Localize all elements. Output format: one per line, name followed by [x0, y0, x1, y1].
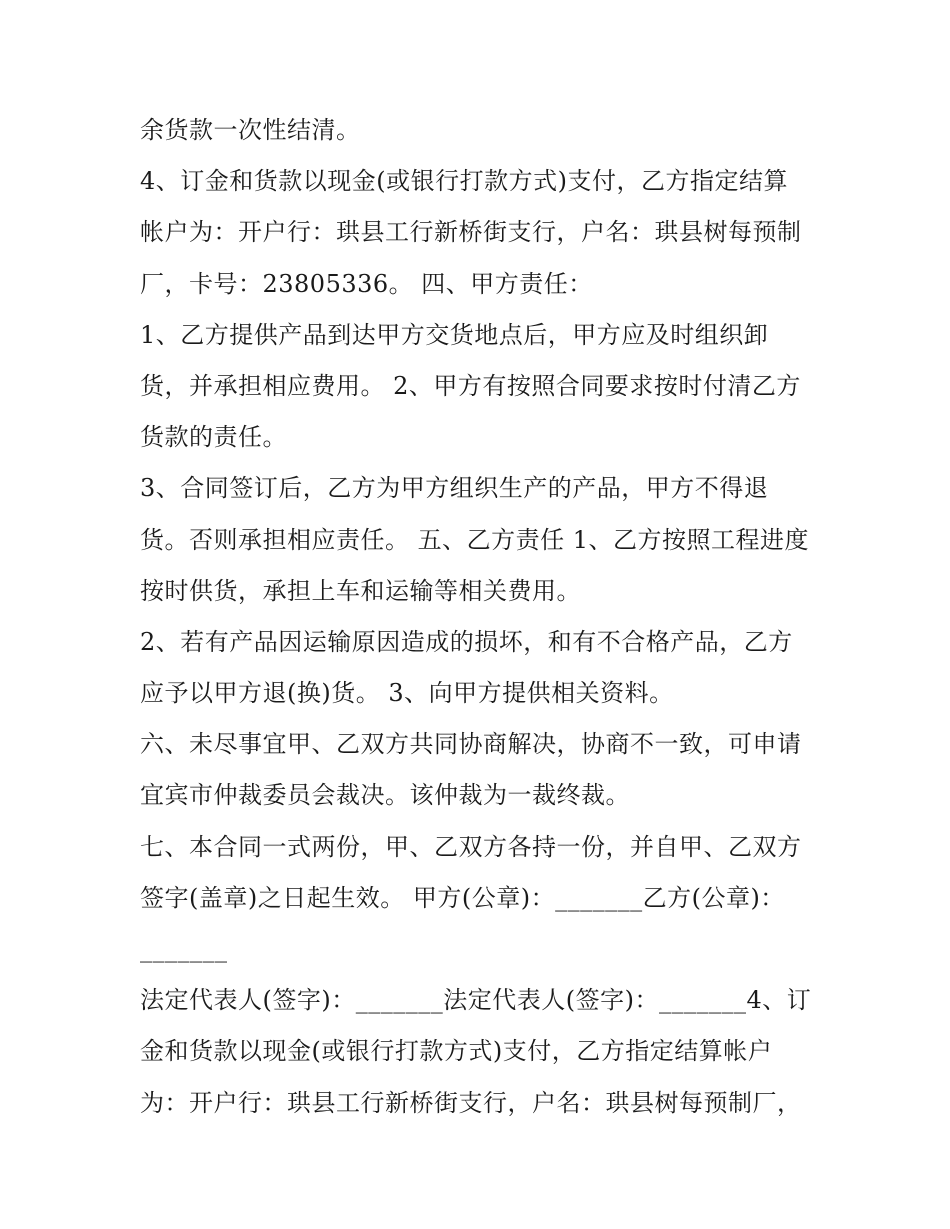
- text-line: 为：开户行：珙县工行新桥街支行，户名：珙县树每预制厂，: [140, 1088, 802, 1117]
- text-line: 法定代表人(签字)：_______法定代表人(签字)：_______4、订: [140, 986, 812, 1015]
- contract-text: [140, 105, 830, 1129]
- text-line: 金和货款以现金(或银行打款方式)支付，乙方指定结算帐户: [140, 1037, 773, 1066]
- text-line: 4、订金和货款以现金(或银行打款方式)支付，乙方指定结算: [140, 167, 788, 196]
- text-line: 七、本合同一式两份，甲、乙双方各持一份，并自甲、乙双方: [140, 832, 802, 861]
- text-line: 3、合同签订后，乙方为甲方组织生产的产品，甲方不得退: [140, 474, 769, 503]
- text-line: 签字(盖章)之日起生效。 甲方(公章)：_______乙方(公章)：: [140, 883, 785, 912]
- text-line: 帐户为：开户行：珙县工行新桥街支行，户名：珙县树每预制: [140, 218, 802, 247]
- text-line: 余货款一次性结清。: [140, 116, 361, 144]
- text-line: 1、乙方提供产品到达甲方交货地点后，甲方应及时组织卸: [140, 320, 769, 349]
- text-line: 货，并承担相应费用。 2、甲方有按照合同要求按时付清乙方: [140, 371, 801, 400]
- text-line: 应予以甲方退(换)货。 3、向甲方提供相关资料。: [140, 679, 674, 708]
- text-line: 2、若有产品因运输原因造成的损坏，和有不合格产品，乙方: [140, 627, 793, 656]
- text-line: 货款的责任。: [140, 423, 287, 452]
- text-line: 厂，卡号：23805336。 四、甲方责任：: [140, 269, 593, 298]
- text-line: 按时供货，承担上车和运输等相关费用。: [140, 576, 581, 605]
- text-line: 宜宾市仲裁委员会裁决。该仲裁为一裁终裁。: [140, 781, 630, 810]
- text-line: 六、未尽事宜甲、乙双方共同协商解决，协商不一致，可申请: [140, 730, 802, 759]
- text-line: 货。否则承担相应责任。 五、乙方责任 1、乙方按照工程进度: [140, 525, 810, 554]
- signature-blank-line: _______: [140, 935, 228, 963]
